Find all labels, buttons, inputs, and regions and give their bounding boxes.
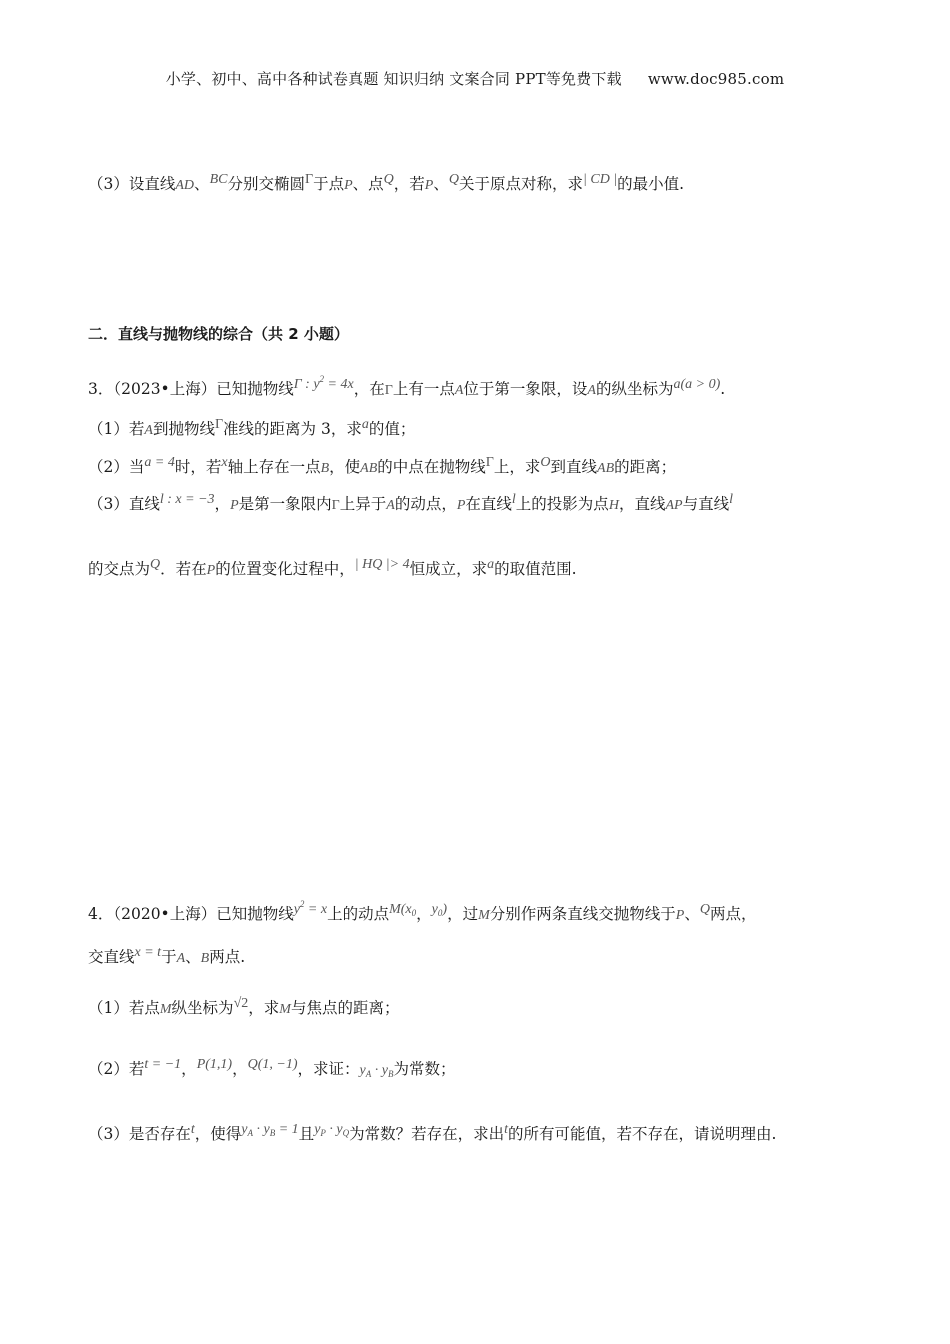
- q3-part2: （2）当a = 4时，若x轴上存在一点B，使AB的中点在抛物线Γ上，求O到直线AB的距离；: [88, 455, 677, 476]
- page-header: [0, 68, 950, 89]
- q4-part1: （1）若点M纵坐标为√2，求M与焦点的距离；: [88, 996, 400, 1017]
- q2-part3: （3）设直线AD、BC分别交椭圆Γ于点P、点Q，若P、Q关于原点对称，求| CD |的最小值.: [88, 172, 685, 193]
- q4-stem-cont: 交直线x = t于A、B两点.: [88, 945, 246, 966]
- q4-part2: （2）若t = −1，P(1,1)，Q(1, −1)，求证：$y_A \cdot y_B$为常数；: [88, 1057, 456, 1079]
- q4-part3: （3）是否存在t，使得$y_A \cdot y_B = 1$且$y_P \cdot y_Q$为常数？若存在，求出t的所有可能值，若不存在，请说明理由.: [88, 1122, 777, 1143]
- section-title: 二．直线与抛物线的综合（共 2 小题）: [88, 325, 349, 343]
- header-site-link[interactable]: www.doc985.com: [647, 70, 785, 88]
- q3-stem: 3．（2023•上海）已知抛物线Γ : $y^2 = 4x$，在Γ上有一点A位于第一象限，设A的纵坐标为a(a > 0).: [88, 374, 726, 398]
- header-text: 小学、初中、高中各种试卷真题 知识归纳 文案合同 PPT等免费下载: [165, 70, 622, 88]
- q4-stem: 4．（2020•上海）已知抛物线$y^2 = x$上的动点$M(x_0$，$y_0$)，过M分别作两条直线交抛物线于P、Q两点，: [88, 899, 757, 923]
- q3-part1: （1）若A到抛物线Γ准线的距离为 3，求a的值；: [88, 417, 416, 438]
- q3-part3-cont: 的交点为Q．若在P的位置变化过程中，| HQ |> 4恒成立，求a的取值范围.: [88, 557, 577, 578]
- q3-part3: （3）直线l : x = −3，P是第一象限内Γ上异于A的动点，P在直线l上的投影为点H，直线AP与直线l: [88, 492, 733, 513]
